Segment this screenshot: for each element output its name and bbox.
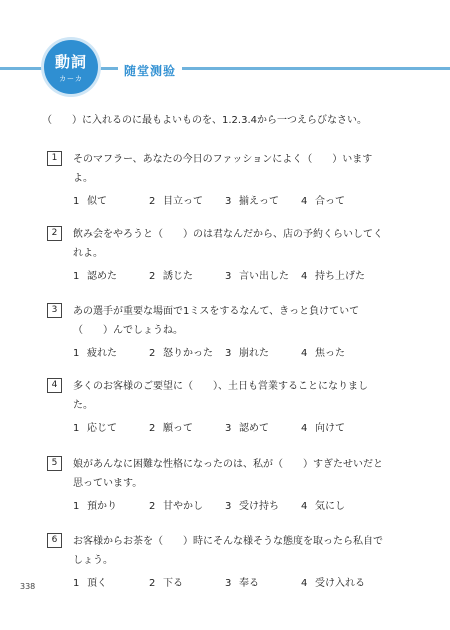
choice-text: 願って xyxy=(163,423,193,434)
choice-number: 4 xyxy=(301,501,308,512)
choice-3 xyxy=(225,344,301,359)
choice-1 xyxy=(73,574,149,589)
choice-text: 誘じた xyxy=(163,271,193,282)
choice-1 xyxy=(73,344,149,359)
choice-text: 受け入れる xyxy=(315,578,365,589)
question-text: 多くのお客様のご要望に（ ）、土日も営業することになりました。 xyxy=(73,381,368,411)
choice-text: 疲れた xyxy=(87,348,117,359)
choice-list xyxy=(73,497,377,512)
choice-number: 3 xyxy=(225,348,232,359)
question-number: 6 xyxy=(47,533,62,548)
choice-number: 3 xyxy=(225,196,232,207)
choice-number: 4 xyxy=(301,578,308,589)
choice-text: 合って xyxy=(315,196,345,207)
choice-4 xyxy=(301,192,377,207)
choice-text: 焦った xyxy=(315,348,345,359)
choice-4 xyxy=(301,267,377,282)
choice-1 xyxy=(73,192,149,207)
choice-text: 持ち上げた xyxy=(315,271,365,282)
question-text: お客様からお茶を（ ）時にそんな様そうな態度を取ったら私自でしょう。 xyxy=(73,536,383,566)
choice-number: 3 xyxy=(225,271,232,282)
choice-1 xyxy=(73,497,149,512)
choice-number: 1 xyxy=(73,271,80,282)
choice-1 xyxy=(73,267,149,282)
choice-number: 2 xyxy=(149,578,156,589)
question-number: 2 xyxy=(47,226,62,241)
choice-text: 甘やかし xyxy=(163,501,203,512)
choice-number: 2 xyxy=(149,348,156,359)
section-badge xyxy=(44,40,98,94)
question-number: 4 xyxy=(47,378,62,393)
question-text: そのマフラー、あなたの今日のファッションによく（ ）いますよ。 xyxy=(73,154,373,184)
question-number: 1 xyxy=(47,151,62,166)
choice-number: 3 xyxy=(225,578,232,589)
choice-text: 頂く xyxy=(87,578,107,589)
choice-text: 怒りかった xyxy=(163,348,213,359)
choice-text: 揃えって xyxy=(239,196,279,207)
choice-4 xyxy=(301,497,377,512)
choice-list xyxy=(73,192,377,207)
choice-1 xyxy=(73,419,149,434)
choice-number: 2 xyxy=(149,423,156,434)
choice-number: 4 xyxy=(301,423,308,434)
choice-text: 認めて xyxy=(239,423,269,434)
choice-text: 下る xyxy=(163,578,183,589)
choice-text: 預かり xyxy=(87,501,117,512)
choice-number: 4 xyxy=(301,348,308,359)
choice-text: 崩れた xyxy=(239,348,269,359)
choice-2 xyxy=(149,574,225,589)
choice-text: 言い出した xyxy=(239,271,289,282)
instruction-text: （ ）に入れるのに最もよいものを、1.2.3.4から一つえらびなさい。 xyxy=(42,115,367,126)
page-number: 338 xyxy=(20,582,36,591)
choice-4 xyxy=(301,344,377,359)
choice-2 xyxy=(149,267,225,282)
choice-number: 1 xyxy=(73,501,80,512)
choice-number: 3 xyxy=(225,423,232,434)
choice-2 xyxy=(149,192,225,207)
choice-3 xyxy=(225,192,301,207)
badge-title: 動詞 xyxy=(54,53,87,71)
section-title: 随堂测验 xyxy=(118,61,182,80)
choice-text: 向けて xyxy=(315,423,345,434)
choice-number: 4 xyxy=(301,196,308,207)
choice-4 xyxy=(301,574,377,589)
choice-text: 似て xyxy=(87,196,107,207)
choice-text: 気にし xyxy=(315,501,345,512)
choice-text: 応じて xyxy=(87,423,117,434)
choice-list xyxy=(73,574,377,589)
choice-2 xyxy=(149,419,225,434)
badge-subtitle: カーカ xyxy=(59,75,83,83)
choice-3 xyxy=(225,497,301,512)
choice-number: 1 xyxy=(73,348,80,359)
choice-3 xyxy=(225,267,301,282)
question-text: 飲み会をやろうと（ ）のは君なんだから、店の予約くらいしてくれよ。 xyxy=(73,229,383,259)
choice-number: 1 xyxy=(73,578,80,589)
choice-list xyxy=(73,267,377,282)
choice-text: 受け持ち xyxy=(239,501,279,512)
choice-number: 2 xyxy=(149,501,156,512)
choice-3 xyxy=(225,574,301,589)
choice-list xyxy=(73,344,377,359)
choice-number: 4 xyxy=(301,271,308,282)
question-text: 娘があんなに困難な性格になったのは、私が（ ）すぎたせいだと思っています。 xyxy=(73,459,383,489)
choice-2 xyxy=(149,497,225,512)
choice-number: 3 xyxy=(225,501,232,512)
choice-text: 目立って xyxy=(163,196,203,207)
choice-list xyxy=(73,419,377,434)
choice-number: 1 xyxy=(73,423,80,434)
question-number: 3 xyxy=(47,303,62,318)
choice-text: 認めた xyxy=(87,271,117,282)
question-text: あの選手が重要な場面で1ミスをするなんて、きっと負けていて（ ）んでしょうね。 xyxy=(73,306,360,336)
choice-text: 奉る xyxy=(239,578,259,589)
choice-3 xyxy=(225,419,301,434)
choice-4 xyxy=(301,419,377,434)
choice-number: 2 xyxy=(149,196,156,207)
choice-2 xyxy=(149,344,225,359)
choice-number: 1 xyxy=(73,196,80,207)
choice-number: 2 xyxy=(149,271,156,282)
question-number: 5 xyxy=(47,456,62,471)
